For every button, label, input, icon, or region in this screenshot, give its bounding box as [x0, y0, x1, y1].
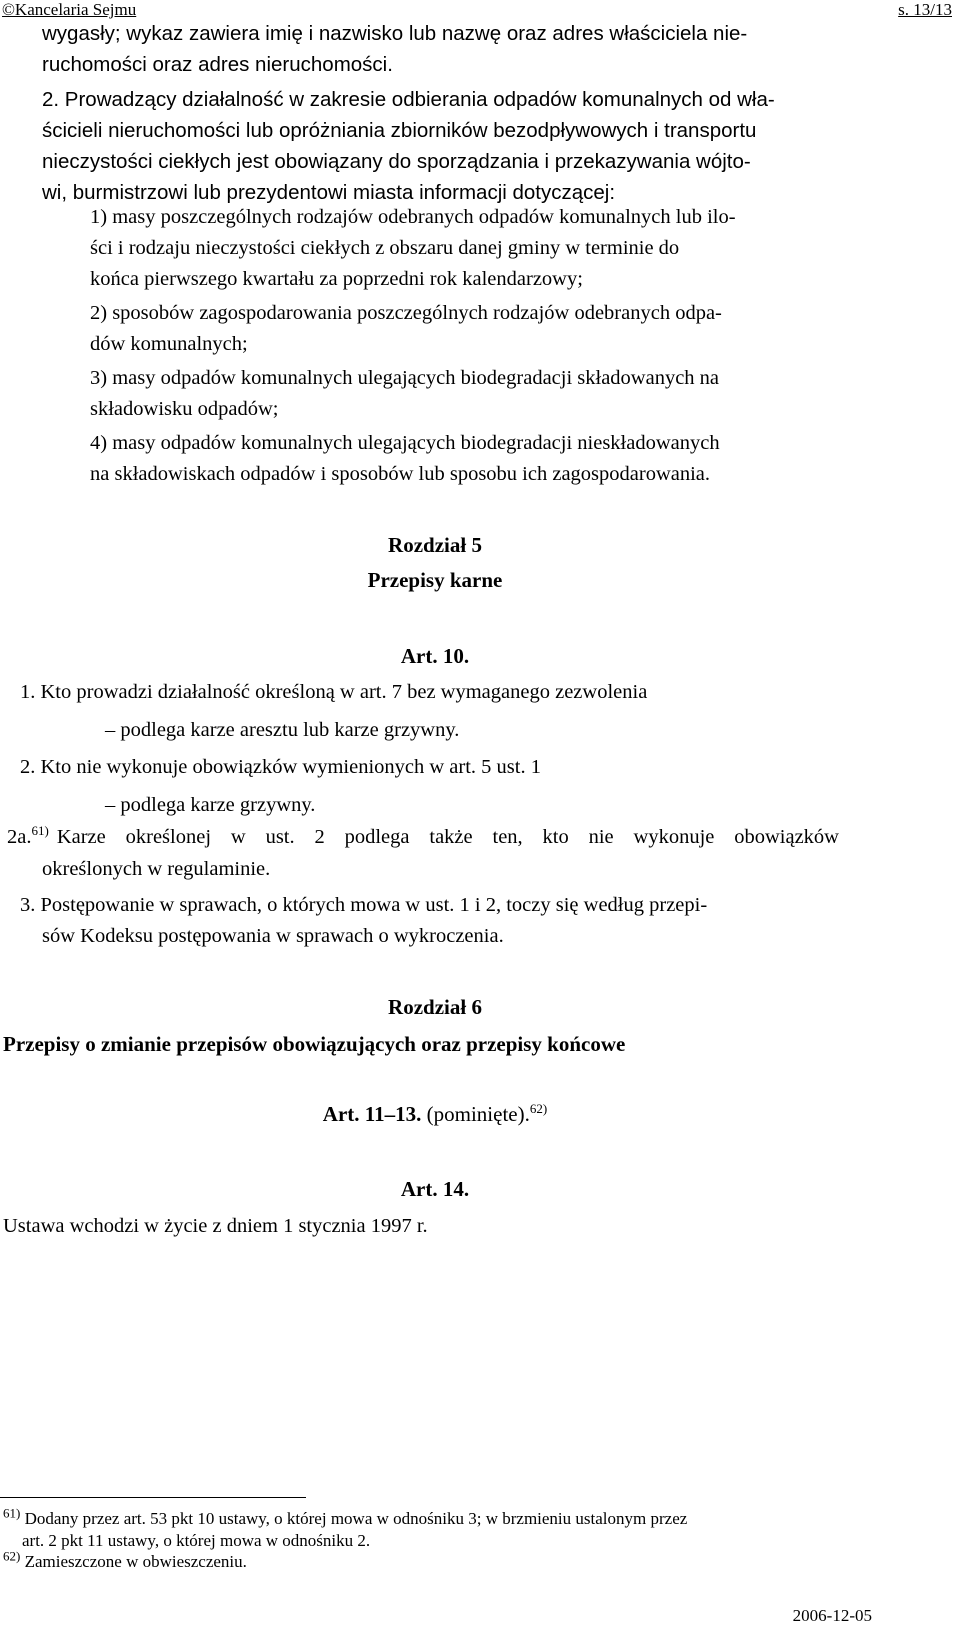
art-11-13-heading: Art. 11–13.	[322, 1102, 422, 1126]
list-item-line: ści i rodzaju nieczystości ciekłych z obszaru danej gminy w terminie do	[90, 237, 680, 259]
list-item-line: 3) masy odpadów komunalnych ulegających biodegradacji składowanych na	[90, 367, 720, 389]
chapter-6-number: Rozdział 6	[388, 995, 482, 1019]
art-10-para-2a	[7, 822, 839, 853]
point-2-line: wi, burmistrzowi lub prezydentowi miasta informacji dotyczącej:	[42, 181, 616, 204]
footnote-mark: 62)	[3, 1548, 21, 1564]
para-2a-text: Karze określonej w ust. 2 podlega także ten, kto nie wykonuje obowiązków	[56, 826, 839, 848]
chapter-5-title: Przepisy karne	[367, 568, 503, 592]
copyright-link[interactable]: ©Kancelaria Sejmu	[2, 0, 137, 19]
list-item-line: końca pierwszego kwartału za poprzedni rok kalendarzowy;	[90, 268, 583, 290]
para-3-line: sów Kodeksu postępowania w sprawach o wykroczenia.	[42, 925, 504, 947]
footnote-divider	[0, 1497, 306, 1498]
intro-line: wygasły; wykaz zawiera imię i nazwisko lub nazwę oraz adres właściciela nie-	[42, 22, 748, 45]
art-10-para-2-penalty: – podlega karze grzywny.	[105, 794, 316, 816]
footnote-text: Dodany przez art. 53 pkt 10 ustawy, o której mowa w odnośniku 3; w brzmieniu ustalonym przez	[24, 1509, 688, 1528]
footnote-ref-61[interactable]: 61)	[31, 823, 49, 839]
art-14-heading: Art. 14.	[400, 1177, 470, 1201]
art-14-text: Ustawa wchodzi w życie z dniem 1 stycznia 1997 r.	[3, 1215, 428, 1237]
para-3-line: 3. Postępowanie w sprawach, o których mowa w ust. 1 i 2, toczy się według przepi-	[20, 894, 708, 916]
list-item-2	[90, 298, 838, 360]
footnote-text: Zamieszczone w obwieszczeniu.	[24, 1552, 247, 1571]
chapter-6-title: Przepisy o zmianie przepisów obowiązujących oraz przepisy końcowe	[3, 1032, 626, 1056]
chapter-5-number: Rozdział 5	[388, 533, 482, 557]
para-2a-label: 2a.	[7, 826, 32, 848]
art-10-para-2: 2. Kto nie wykonuje obowiązków wymienionych w art. 5 ust. 1	[20, 756, 541, 778]
document-date: 2006-12-05	[792, 1606, 872, 1625]
page-number-link[interactable]: s. 13/13	[898, 0, 952, 19]
point-2-paragraph	[42, 84, 872, 208]
list-item-1	[90, 202, 838, 295]
intro-paragraph	[42, 18, 872, 80]
list-item-line: dów komunalnych;	[90, 333, 248, 355]
art-10-para-1-penalty: – podlega karze aresztu lub karze grzywny.	[105, 719, 460, 741]
art-10-para-1: 1. Kto prowadzi działalność określoną w art. 7 bez wymaganego zezwolenia	[20, 681, 648, 703]
art-10-para-2a-cont: określonych w regulaminie.	[42, 858, 271, 880]
point-2-line: 2. Prowadzący działalność w zakresie odbierania odpadów komunalnych od wła-	[42, 88, 775, 111]
list-item-line: 2) sposobów zagospodarowania poszczególnych rodzajów odebranych odpa-	[90, 302, 722, 324]
footnote-61	[3, 1505, 688, 1530]
list-item-4	[90, 428, 838, 490]
list-item-line: 1) masy poszczególnych rodzajów odebranych odpadów komunalnych lub ilo-	[90, 206, 736, 228]
point-2-line: ścicieli nieruchomości lub opróżniania zbiorników bezodpływowych i transportu	[42, 119, 757, 142]
point-2-line: nieczystości ciekłych jest obowiązany do sporządzania i przekazywania wójto-	[42, 150, 751, 173]
list-item-line: składowisku odpadów;	[90, 398, 279, 420]
footnote-62	[3, 1548, 247, 1573]
intro-line: ruchomości oraz adres nieruchomości.	[42, 53, 393, 76]
footnote-mark: 61)	[3, 1505, 21, 1521]
art-10-para-3	[20, 890, 839, 952]
page-header	[2, 0, 960, 20]
art-11-13	[0, 1102, 870, 1127]
list-item-line: na składowiskach odpadów i sposobów lub sposobu ich zagospodarowania.	[90, 463, 711, 485]
list-item-line: 4) masy odpadów komunalnych ulegających biodegradacji nieskładowanych	[90, 432, 720, 454]
footnote-ref-62[interactable]: 62)	[529, 1101, 548, 1116]
footnote-61-cont: art. 2 pkt 11 ustawy, o której mowa w odnośniku 2.	[22, 1531, 371, 1550]
para-2a-label-group	[7, 822, 49, 853]
art-11-13-note: (pominięte).	[421, 1102, 530, 1126]
art-10-heading: Art. 10.	[400, 644, 470, 668]
list-item-3	[90, 363, 838, 425]
